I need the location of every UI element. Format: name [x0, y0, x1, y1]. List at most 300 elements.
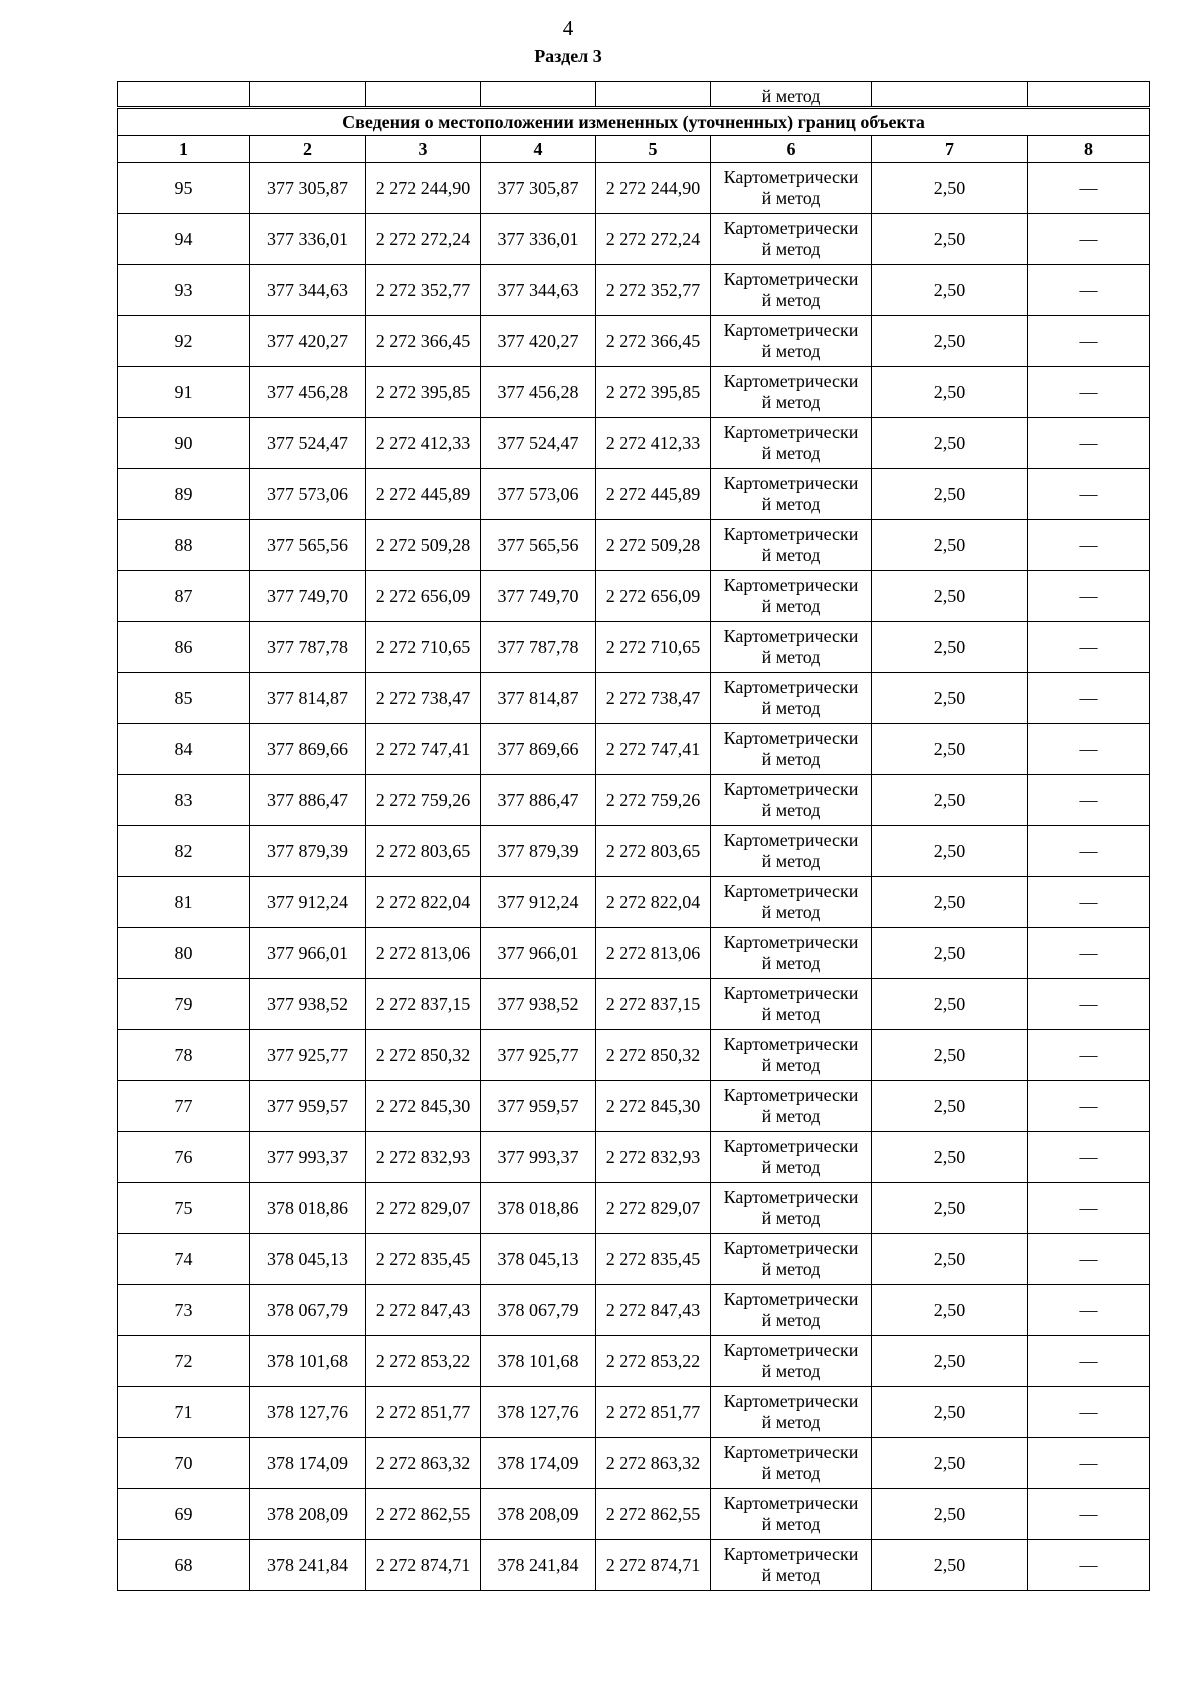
x-existing-cell: 377 305,87: [250, 163, 366, 214]
method-cell: [711, 163, 872, 214]
y-refined-cell: 2 272 738,47: [596, 673, 711, 724]
point-number-cell: 87: [118, 571, 250, 622]
y-existing-cell: 2 272 832,93: [366, 1132, 481, 1183]
x-refined-cell: 377 787,78: [481, 622, 596, 673]
table-row: [118, 1285, 1150, 1336]
method-line-2: й метод: [761, 902, 821, 922]
method-cell: [711, 571, 872, 622]
table-row: [118, 571, 1150, 622]
y-existing-cell: 2 272 509,28: [366, 520, 481, 571]
y-existing-cell: 2 272 412,33: [366, 418, 481, 469]
table-row: [118, 265, 1150, 316]
y-refined-cell: 2 272 445,89: [596, 469, 711, 520]
method-cell: [711, 316, 872, 367]
table-row: [118, 1489, 1150, 1540]
y-existing-cell: 2 272 759,26: [366, 775, 481, 826]
description-cell: —: [1028, 775, 1150, 826]
y-existing-cell: 2 272 853,22: [366, 1336, 481, 1387]
x-refined-cell: 377 869,66: [481, 724, 596, 775]
method-line-2: й метод: [761, 1259, 821, 1279]
method-cell: [711, 418, 872, 469]
method-cell: [711, 1285, 872, 1336]
y-refined-cell: 2 272 851,77: [596, 1387, 711, 1438]
y-existing-cell: 2 272 813,06: [366, 928, 481, 979]
method-cell: [711, 928, 872, 979]
point-number-cell: 95: [118, 163, 250, 214]
x-refined-cell: 377 565,56: [481, 520, 596, 571]
accuracy-cell: 2,50: [872, 1081, 1028, 1132]
method-cell: [711, 1387, 872, 1438]
point-number-cell: 76: [118, 1132, 250, 1183]
method-cell: [711, 1336, 872, 1387]
x-refined-cell: 377 524,47: [481, 418, 596, 469]
method-line-2: й метод: [761, 1157, 821, 1177]
x-refined-cell: 377 959,57: [481, 1081, 596, 1132]
y-existing-cell: 2 272 366,45: [366, 316, 481, 367]
x-existing-cell: 377 787,78: [250, 622, 366, 673]
x-existing-cell: 378 241,84: [250, 1540, 366, 1591]
description-cell: —: [1028, 724, 1150, 775]
description-cell: —: [1028, 979, 1150, 1030]
x-existing-cell: 378 101,68: [250, 1336, 366, 1387]
method-line-1: Картометрически: [723, 1034, 859, 1054]
method-cell: [711, 775, 872, 826]
table-row: [118, 1132, 1150, 1183]
method-cell: [711, 1132, 872, 1183]
x-existing-cell: 378 045,13: [250, 1234, 366, 1285]
point-number-cell: 75: [118, 1183, 250, 1234]
method-line-1: Картометрически: [723, 626, 859, 646]
method-cell: [711, 622, 872, 673]
method-line-1: Картометрически: [723, 830, 859, 850]
accuracy-cell: 2,50: [872, 1387, 1028, 1438]
x-refined-cell: 377 420,27: [481, 316, 596, 367]
method-cell: [711, 1234, 872, 1285]
y-refined-cell: 2 272 412,33: [596, 418, 711, 469]
y-refined-cell: 2 272 847,43: [596, 1285, 711, 1336]
accuracy-cell: 2,50: [872, 1336, 1028, 1387]
method-line-2: й метод: [761, 1361, 821, 1381]
method-line-2: й метод: [761, 1055, 821, 1075]
table-row: [118, 673, 1150, 724]
description-cell: —: [1028, 1081, 1150, 1132]
description-cell: —: [1028, 877, 1150, 928]
table-row: [118, 418, 1150, 469]
y-refined-cell: 2 272 835,45: [596, 1234, 711, 1285]
table-row: [118, 724, 1150, 775]
x-existing-cell: 377 886,47: [250, 775, 366, 826]
column-number: 7: [872, 136, 1028, 163]
method-line-1: Картометрически: [723, 1493, 859, 1513]
table-row: [118, 469, 1150, 520]
point-number-cell: 70: [118, 1438, 250, 1489]
x-refined-cell: 377 336,01: [481, 214, 596, 265]
column-numbers-row: [118, 136, 1150, 163]
y-existing-cell: 2 272 847,43: [366, 1285, 481, 1336]
method-line-2: й метод: [761, 290, 821, 310]
method-line-1: Картометрически: [723, 218, 859, 238]
point-number-cell: 86: [118, 622, 250, 673]
x-existing-cell: 377 959,57: [250, 1081, 366, 1132]
method-line-1: Картометрически: [723, 1544, 859, 1564]
table-row: [118, 367, 1150, 418]
y-existing-cell: 2 272 747,41: [366, 724, 481, 775]
x-existing-cell: 377 814,87: [250, 673, 366, 724]
accuracy-cell: 2,50: [872, 1540, 1028, 1591]
x-refined-cell: 378 101,68: [481, 1336, 596, 1387]
point-number-cell: 91: [118, 367, 250, 418]
method-line-1: Картометрически: [723, 983, 859, 1003]
x-existing-cell: 377 573,06: [250, 469, 366, 520]
method-line-2: й метод: [761, 596, 821, 616]
point-number-cell: 80: [118, 928, 250, 979]
y-existing-cell: 2 272 445,89: [366, 469, 481, 520]
accuracy-cell: 2,50: [872, 1438, 1028, 1489]
description-cell: —: [1028, 367, 1150, 418]
x-existing-cell: 377 456,28: [250, 367, 366, 418]
description-cell: —: [1028, 316, 1150, 367]
point-number-cell: 79: [118, 979, 250, 1030]
x-existing-cell: 378 127,76: [250, 1387, 366, 1438]
method-line-1: Картометрически: [723, 1442, 859, 1462]
x-existing-cell: 377 344,63: [250, 265, 366, 316]
accuracy-cell: 2,50: [872, 469, 1028, 520]
x-existing-cell: 377 966,01: [250, 928, 366, 979]
method-line-1: Картометрически: [723, 881, 859, 901]
point-number-cell: 82: [118, 826, 250, 877]
y-existing-cell: 2 272 863,32: [366, 1438, 481, 1489]
method-line-2: й метод: [761, 1310, 821, 1330]
method-line-1: Картометрически: [723, 473, 859, 493]
method-line-2: й метод: [761, 749, 821, 769]
column-number: 8: [1028, 136, 1150, 163]
description-cell: —: [1028, 1285, 1150, 1336]
description-cell: —: [1028, 928, 1150, 979]
y-existing-cell: 2 272 874,71: [366, 1540, 481, 1591]
y-refined-cell: 2 272 352,77: [596, 265, 711, 316]
continuation-method-cell: й метод: [711, 82, 872, 108]
point-number-cell: 93: [118, 265, 250, 316]
y-existing-cell: 2 272 656,09: [366, 571, 481, 622]
method-line-1: Картометрически: [723, 1340, 859, 1360]
point-number-cell: 85: [118, 673, 250, 724]
point-number-cell: 68: [118, 1540, 250, 1591]
point-number-cell: 71: [118, 1387, 250, 1438]
method-cell: [711, 469, 872, 520]
table-row: [118, 979, 1150, 1030]
section-title: Раздел 3: [534, 46, 602, 66]
table-row: [118, 1234, 1150, 1285]
method-line-1: Картометрически: [723, 575, 859, 595]
x-refined-cell: 377 305,87: [481, 163, 596, 214]
x-existing-cell: 377 420,27: [250, 316, 366, 367]
method-cell: [711, 979, 872, 1030]
accuracy-cell: 2,50: [872, 418, 1028, 469]
x-refined-cell: 377 456,28: [481, 367, 596, 418]
method-line-2: й метод: [761, 1004, 821, 1024]
description-cell: —: [1028, 1132, 1150, 1183]
y-refined-cell: 2 272 845,30: [596, 1081, 711, 1132]
description-cell: —: [1028, 571, 1150, 622]
x-existing-cell: 377 938,52: [250, 979, 366, 1030]
accuracy-cell: 2,50: [872, 571, 1028, 622]
method-line-1: Картометрически: [723, 1136, 859, 1156]
description-cell: —: [1028, 1030, 1150, 1081]
method-line-1: Картометрически: [723, 1187, 859, 1207]
x-refined-cell: 377 814,87: [481, 673, 596, 724]
table-row: [118, 877, 1150, 928]
description-cell: —: [1028, 622, 1150, 673]
x-existing-cell: 377 524,47: [250, 418, 366, 469]
method-cell: [711, 724, 872, 775]
method-cell: [711, 214, 872, 265]
y-existing-cell: 2 272 835,45: [366, 1234, 481, 1285]
method-line-2: й метод: [761, 341, 821, 361]
x-refined-cell: 377 966,01: [481, 928, 596, 979]
method-line-2: й метод: [761, 800, 821, 820]
y-refined-cell: 2 272 832,93: [596, 1132, 711, 1183]
point-number-cell: 81: [118, 877, 250, 928]
x-refined-cell: 377 938,52: [481, 979, 596, 1030]
x-existing-cell: 377 879,39: [250, 826, 366, 877]
description-cell: —: [1028, 1387, 1150, 1438]
x-existing-cell: 377 912,24: [250, 877, 366, 928]
method-line-1: Картометрически: [723, 932, 859, 952]
method-line-2: й метод: [761, 188, 821, 208]
y-existing-cell: 2 272 272,24: [366, 214, 481, 265]
table-row: [118, 1387, 1150, 1438]
x-refined-cell: 377 879,39: [481, 826, 596, 877]
accuracy-cell: 2,50: [872, 1030, 1028, 1081]
x-refined-cell: 377 344,63: [481, 265, 596, 316]
accuracy-cell: 2,50: [872, 163, 1028, 214]
accuracy-cell: 2,50: [872, 1489, 1028, 1540]
column-number: 2: [250, 136, 366, 163]
y-existing-cell: 2 272 803,65: [366, 826, 481, 877]
method-line-2: й метод: [761, 494, 821, 514]
page-number: 4: [562, 16, 574, 40]
method-cell: [711, 1081, 872, 1132]
method-line-1: Картометрически: [723, 677, 859, 697]
method-line-1: Картометрически: [723, 371, 859, 391]
y-existing-cell: 2 272 738,47: [366, 673, 481, 724]
method-cell: [711, 1438, 872, 1489]
description-cell: —: [1028, 520, 1150, 571]
method-line-2: й метод: [761, 1565, 821, 1585]
method-line-2: й метод: [761, 698, 821, 718]
point-number-cell: 73: [118, 1285, 250, 1336]
method-cell: [711, 826, 872, 877]
table-row: [118, 1081, 1150, 1132]
y-existing-cell: 2 272 851,77: [366, 1387, 481, 1438]
x-refined-cell: 377 925,77: [481, 1030, 596, 1081]
y-existing-cell: 2 272 845,30: [366, 1081, 481, 1132]
table-row: [118, 622, 1150, 673]
x-refined-cell: 377 749,70: [481, 571, 596, 622]
x-existing-cell: 377 925,77: [250, 1030, 366, 1081]
description-cell: —: [1028, 826, 1150, 877]
y-existing-cell: 2 272 244,90: [366, 163, 481, 214]
method-line-2: й метод: [761, 851, 821, 871]
x-refined-cell: 378 208,09: [481, 1489, 596, 1540]
method-cell: [711, 1540, 872, 1591]
accuracy-cell: 2,50: [872, 724, 1028, 775]
description-cell: —: [1028, 1234, 1150, 1285]
x-refined-cell: 378 127,76: [481, 1387, 596, 1438]
x-existing-cell: 377 749,70: [250, 571, 366, 622]
table-row: [118, 1438, 1150, 1489]
column-number: 6: [711, 136, 872, 163]
column-number: 5: [596, 136, 711, 163]
x-existing-cell: 378 067,79: [250, 1285, 366, 1336]
table-row: [118, 1336, 1150, 1387]
y-refined-cell: 2 272 874,71: [596, 1540, 711, 1591]
point-number-cell: 94: [118, 214, 250, 265]
y-refined-cell: 2 272 862,55: [596, 1489, 711, 1540]
x-refined-cell: 377 993,37: [481, 1132, 596, 1183]
x-refined-cell: 378 174,09: [481, 1438, 596, 1489]
description-cell: —: [1028, 469, 1150, 520]
description-cell: —: [1028, 163, 1150, 214]
x-existing-cell: 378 018,86: [250, 1183, 366, 1234]
y-refined-cell: 2 272 759,26: [596, 775, 711, 826]
accuracy-cell: 2,50: [872, 979, 1028, 1030]
y-existing-cell: 2 272 829,07: [366, 1183, 481, 1234]
accuracy-cell: 2,50: [872, 1132, 1028, 1183]
accuracy-cell: 2,50: [872, 928, 1028, 979]
point-number-cell: 89: [118, 469, 250, 520]
method-line-1: Картометрически: [723, 1289, 859, 1309]
method-line-2: й метод: [761, 1412, 821, 1432]
accuracy-cell: 2,50: [872, 622, 1028, 673]
x-refined-cell: 377 886,47: [481, 775, 596, 826]
table-row: [118, 1030, 1150, 1081]
x-existing-cell: 378 208,09: [250, 1489, 366, 1540]
point-number-cell: 69: [118, 1489, 250, 1540]
y-refined-cell: 2 272 850,32: [596, 1030, 711, 1081]
y-refined-cell: 2 272 244,90: [596, 163, 711, 214]
method-line-2: й метод: [761, 239, 821, 259]
accuracy-cell: 2,50: [872, 316, 1028, 367]
y-refined-cell: 2 272 395,85: [596, 367, 711, 418]
method-line-2: й метод: [761, 1106, 821, 1126]
accuracy-cell: 2,50: [872, 367, 1028, 418]
column-number: 3: [366, 136, 481, 163]
method-cell: [711, 367, 872, 418]
y-refined-cell: 2 272 803,65: [596, 826, 711, 877]
column-number: 1: [118, 136, 250, 163]
table-heading: Сведения о местоположении измененных (уточненных) границ объекта: [118, 108, 1150, 136]
table-row: [118, 163, 1150, 214]
y-refined-cell: 2 272 710,65: [596, 622, 711, 673]
method-line-2: й метод: [761, 392, 821, 412]
accuracy-cell: 2,50: [872, 214, 1028, 265]
accuracy-cell: 2,50: [872, 1234, 1028, 1285]
method-line-1: Картометрически: [723, 320, 859, 340]
method-line-2: й метод: [761, 953, 821, 973]
method-line-1: Картометрически: [723, 269, 859, 289]
table-row: [118, 1183, 1150, 1234]
table-row: [118, 775, 1150, 826]
y-refined-cell: 2 272 863,32: [596, 1438, 711, 1489]
method-line-2: й метод: [761, 647, 821, 667]
table-heading-row: [118, 108, 1150, 136]
x-existing-cell: 377 993,37: [250, 1132, 366, 1183]
point-number-cell: 77: [118, 1081, 250, 1132]
method-line-1: Картометрически: [723, 524, 859, 544]
method-cell: [711, 520, 872, 571]
x-refined-cell: 378 018,86: [481, 1183, 596, 1234]
x-refined-cell: 377 573,06: [481, 469, 596, 520]
table-row: [118, 928, 1150, 979]
accuracy-cell: 2,50: [872, 673, 1028, 724]
accuracy-cell: 2,50: [872, 265, 1028, 316]
point-number-cell: 90: [118, 418, 250, 469]
y-existing-cell: 2 272 352,77: [366, 265, 481, 316]
y-refined-cell: 2 272 853,22: [596, 1336, 711, 1387]
point-number-cell: 72: [118, 1336, 250, 1387]
method-line-1: Картометрически: [723, 422, 859, 442]
point-number-cell: 84: [118, 724, 250, 775]
y-existing-cell: 2 272 395,85: [366, 367, 481, 418]
method-line-1: Картометрически: [723, 779, 859, 799]
x-refined-cell: 377 912,24: [481, 877, 596, 928]
method-line-2: й метод: [761, 545, 821, 565]
description-cell: —: [1028, 1540, 1150, 1591]
method-line-1: Картометрически: [723, 1238, 859, 1258]
x-existing-cell: 377 565,56: [250, 520, 366, 571]
x-existing-cell: 377 336,01: [250, 214, 366, 265]
column-number: 4: [481, 136, 596, 163]
x-existing-cell: 377 869,66: [250, 724, 366, 775]
table-row: [118, 316, 1150, 367]
x-refined-cell: 378 067,79: [481, 1285, 596, 1336]
table-row: [118, 1540, 1150, 1591]
description-cell: —: [1028, 1183, 1150, 1234]
method-cell: [711, 1030, 872, 1081]
description-cell: —: [1028, 214, 1150, 265]
description-cell: —: [1028, 1438, 1150, 1489]
y-refined-cell: 2 272 747,41: [596, 724, 711, 775]
point-number-cell: 78: [118, 1030, 250, 1081]
x-refined-cell: 378 241,84: [481, 1540, 596, 1591]
y-refined-cell: 2 272 837,15: [596, 979, 711, 1030]
x-refined-cell: 378 045,13: [481, 1234, 596, 1285]
method-cell: [711, 673, 872, 724]
accuracy-cell: 2,50: [872, 775, 1028, 826]
method-line-1: Картометрически: [723, 1391, 859, 1411]
continuation-row: [118, 82, 1150, 108]
y-existing-cell: 2 272 850,32: [366, 1030, 481, 1081]
y-existing-cell: 2 272 837,15: [366, 979, 481, 1030]
accuracy-cell: 2,50: [872, 1183, 1028, 1234]
point-number-cell: 74: [118, 1234, 250, 1285]
accuracy-cell: 2,50: [872, 520, 1028, 571]
method-line-2: й метод: [761, 1463, 821, 1483]
y-refined-cell: 2 272 829,07: [596, 1183, 711, 1234]
y-refined-cell: 2 272 822,04: [596, 877, 711, 928]
y-refined-cell: 2 272 813,06: [596, 928, 711, 979]
method-line-2: й метод: [761, 1514, 821, 1534]
y-existing-cell: 2 272 710,65: [366, 622, 481, 673]
accuracy-cell: 2,50: [872, 877, 1028, 928]
method-line-2: й метод: [761, 1208, 821, 1228]
description-cell: —: [1028, 1336, 1150, 1387]
point-number-cell: 83: [118, 775, 250, 826]
point-number-cell: 88: [118, 520, 250, 571]
y-existing-cell: 2 272 822,04: [366, 877, 481, 928]
method-line-1: Картометрически: [723, 1085, 859, 1105]
